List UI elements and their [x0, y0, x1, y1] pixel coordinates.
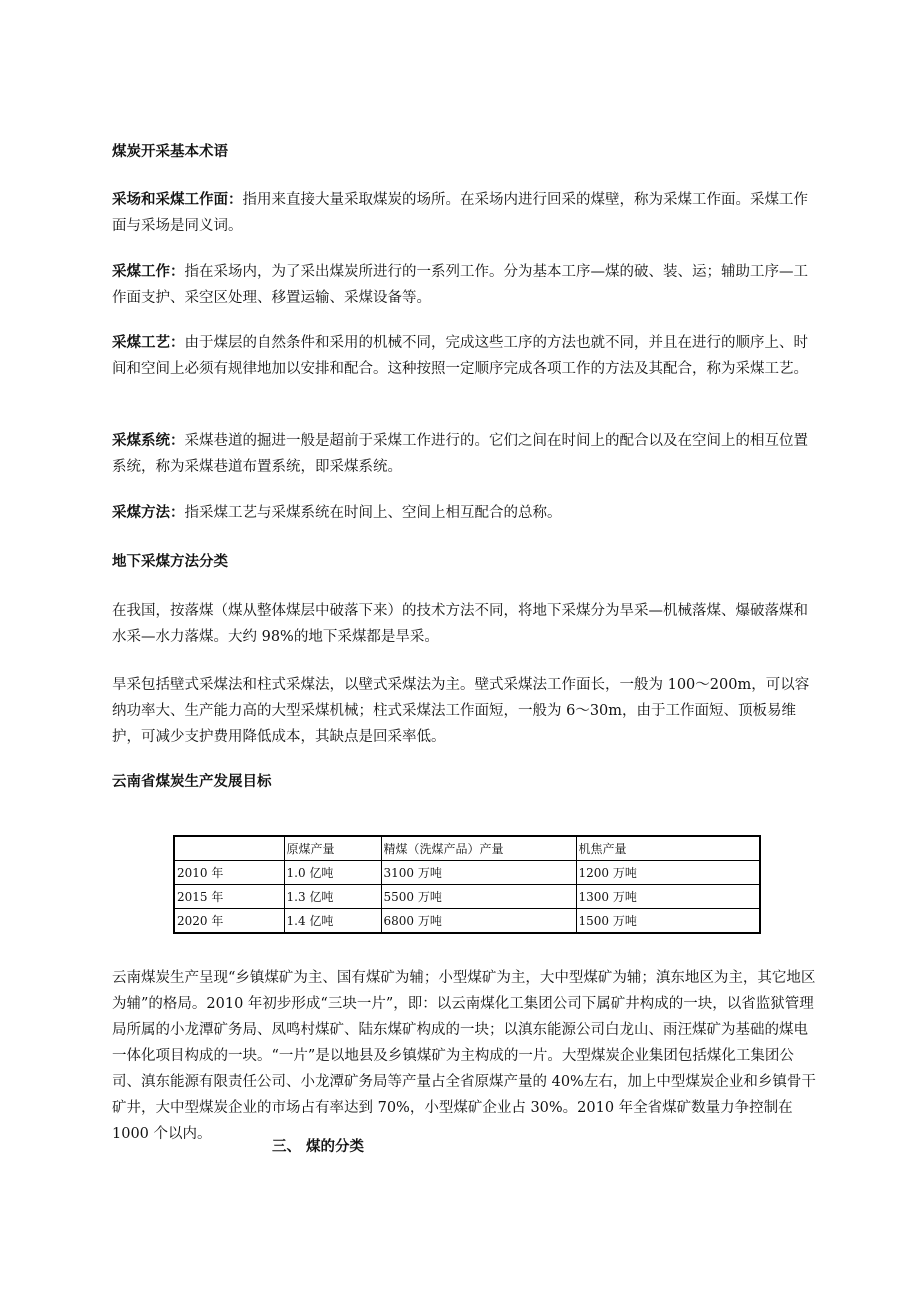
- paragraph-dry-mining: 在我国，按落煤（煤从整体煤层中破落下来）的技术方法不同，将地下采煤分为旱采—机械落煤、爆破落煤和水采—水力落煤。大约 98%的地下采煤都是旱采。: [112, 603, 808, 645]
- production-targets-table: [173, 835, 761, 934]
- table-header-cell: 精煤（洗煤产品）产量: [381, 836, 576, 861]
- table-cell-year: 2015 年: [174, 885, 284, 909]
- table-cell: 1.3 亿吨: [284, 885, 381, 909]
- definition-text: 指用来直接大量采取煤炭的场所。在采场内进行回采的煤壁，称为采煤工作面。采煤工作面与采场是同义词。: [112, 192, 808, 234]
- table-cell: 1200 万吨: [576, 861, 760, 885]
- definition-mining-method: [112, 500, 822, 526]
- definition-colon: ：: [170, 432, 185, 449]
- table-cell: 5500 万吨: [381, 885, 576, 909]
- definition-term: 采煤系统: [112, 432, 170, 449]
- table-row: [174, 885, 760, 909]
- definition-term: 采煤方法: [112, 504, 170, 521]
- definition-mining-system: [112, 428, 822, 480]
- definition-text: 由于煤层的自然条件和采用的机械不同，完成这些工序的方法也就不同，并且在进行的顺序上、时间和空间上必须有规律地加以安排和配合。这种按照一定顺序完成各项工作的方法及其配合，称为采煤工艺。: [112, 335, 808, 377]
- section-heading-yunnan-targets: 云南省煤炭生产发展目标: [112, 773, 272, 790]
- table-cell: 1.0 亿吨: [284, 861, 381, 885]
- definition-colon: ：: [170, 334, 185, 351]
- table-cell: 3100 万吨: [381, 861, 576, 885]
- definition-text: 指在采场内，为了采出煤炭所进行的一系列工作。分为基本工序—煤的破、装、运；辅助工序—工作面支护、采空区处理、移置运输、采煤设备等。: [112, 264, 808, 306]
- table-cell-year: 2020 年: [174, 909, 284, 934]
- table-header-cell: [174, 836, 284, 861]
- definition-workface: [112, 187, 822, 239]
- definition-text: 指采煤工艺与采煤系统在时间上、空间上相互配合的总称。: [184, 505, 562, 521]
- definition-text: 采煤巷道的掘进一般是超前于采煤工作进行的。它们之间在时间上的配合以及在空间上的相互位置系统，称为采煤巷道布置系统，即采煤系统。: [112, 433, 808, 475]
- definition-colon: ：: [170, 263, 185, 280]
- definition-term: 采煤工作: [112, 263, 170, 280]
- paragraph-wall-pillar: 旱采包括壁式采煤法和柱式采煤法，以壁式采煤法为主。壁式采煤法工作面长，一般为 100～200m，可以容纳功率大、生产能力高的大型采煤机械；柱式采煤法工作面短，一般为 6～30m，由于工作面短、顶板易维护，可减少支护费用降低成本，其缺点是回采率低。: [112, 677, 810, 745]
- definition-colon: ：: [228, 191, 243, 208]
- definition-colon: ：: [170, 504, 185, 521]
- definition-term: 采场和采煤工作面: [112, 191, 228, 208]
- table-header-row: [174, 836, 760, 861]
- definition-mining-work: [112, 259, 822, 311]
- section-heading-coal-classification: 三、 煤的分类: [272, 1138, 365, 1155]
- table-cell-year: 2010 年: [174, 861, 284, 885]
- table-cell: 6800 万吨: [381, 909, 576, 934]
- section-heading-terms: 煤炭开采基本术语: [112, 143, 228, 160]
- table-header-cell: 原煤产量: [284, 836, 381, 861]
- definition-term: 采煤工艺: [112, 334, 170, 351]
- table-cell: 1300 万吨: [576, 885, 760, 909]
- table-cell: 1500 万吨: [576, 909, 760, 934]
- table-row: [174, 909, 760, 934]
- section-heading-classification: 地下采煤方法分类: [112, 553, 228, 570]
- definition-mining-technology: [112, 330, 822, 382]
- table-header-cell: 机焦产量: [576, 836, 760, 861]
- paragraph-yunnan-pattern: 云南煤炭生产呈现“乡镇煤矿为主、国有煤矿为辅；小型煤矿为主，大中型煤矿为辅；滇东地区为主，其它地区为辅”的格局。2010 年初步形成“三块一片”，即：以云南煤化工集团公司下属矿井构成的一块，以省监狱管理局所属的小龙潭矿务局、凤鸣村煤矿、陆东煤矿构成的一块；以滇东能源公司白龙山、雨汪煤矿为基础的煤电一体化项目构成的一块。“一片”是以地县及乡镇煤矿为主构成的一片。大型煤炭企业集团包括煤化工集团公司、滇东能源有限责任公司、小龙潭矿务局等产量占全省原煤产量的 40%左右，加上中型煤炭企业和乡镇骨干矿井，大中型煤炭企业的市场占有率达到 70%，小型煤矿企业占 30%。2010 年全省煤矿数量力争控制在 1000 个以内。: [112, 970, 816, 1142]
- table-cell: 1.4 亿吨: [284, 909, 381, 934]
- table-row: [174, 861, 760, 885]
